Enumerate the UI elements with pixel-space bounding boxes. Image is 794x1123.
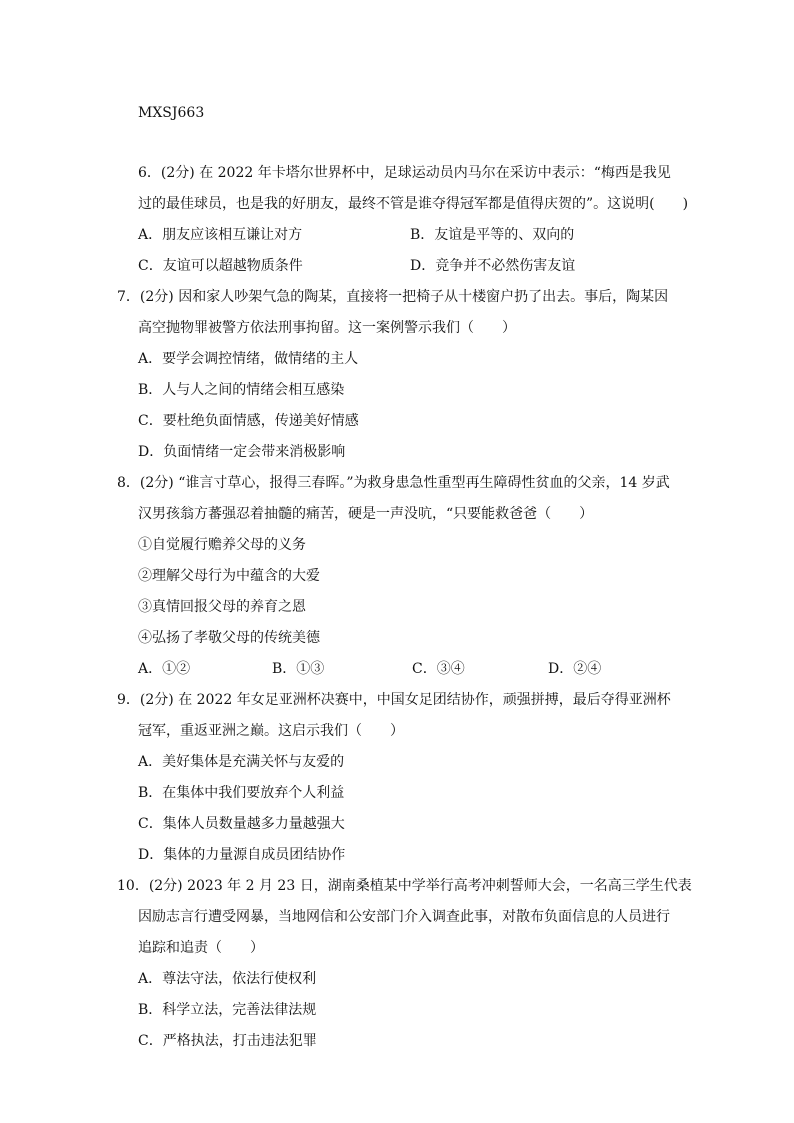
question-7-option-c: C．要杜绝负面情感，传递美好情感	[138, 413, 359, 429]
question-10-stem-line-3: 追踪和追责（ ）	[138, 940, 264, 956]
question-7-stem-line-2: 高空抛物罪被警方依法刑事拘留。这一案例警示我们（ ）	[138, 320, 516, 336]
question-6-option-c: C．友谊可以超越物质条件	[138, 258, 303, 274]
question-9-stem-line-2: 冠军，重返亚洲之巅。这启示我们（ ）	[138, 723, 404, 739]
question-7-option-a: A．要学会调控情绪，做情绪的主人	[138, 351, 359, 367]
question-10-option-b: B．科学立法，完善法律法规	[138, 1002, 317, 1018]
question-6-option-a: A．朋友应该相互谦让对方	[138, 227, 303, 243]
question-6-option-d: D．竞争并不必然伤害友谊	[410, 258, 576, 274]
question-10-stem-line-1: 10．(2分) 2023 年 2 月 23 日，湖南桑植某中学举行高考冲刺誓师大会，一名高三学生代表	[117, 878, 692, 894]
question-6-option-b: B．友谊是平等的、双向的	[410, 227, 575, 243]
question-10-option-c: C．严格执法，打击违法犯罪	[138, 1033, 317, 1049]
question-9-option-d: D．集体的力量源自成员团结协作	[138, 847, 346, 863]
doc-code: MXSJ663	[138, 105, 205, 121]
question-8-option-d: D．②④	[548, 661, 602, 677]
question-10-option-a: A．尊法守法，依法行使权利	[138, 971, 317, 987]
question-8-option-c: C．③④	[412, 661, 465, 677]
question-9-option-a: A．美好集体是充满关怀与友爱的	[138, 754, 345, 770]
question-8-statement-4: ④弘扬了孝敬父母的传统美德	[138, 630, 320, 646]
question-6-stem-line-2: 过的最佳球员，也是我的好朋友，最终不管是谁夺得冠军都是值得庆贺的”。这说明( )	[138, 196, 689, 212]
question-8-option-b: B．①③	[272, 661, 325, 677]
question-8-statement-3: ③真情回报父母的养育之恩	[138, 599, 306, 615]
question-9-option-b: B．在集体中我们要放弃个人利益	[138, 785, 345, 801]
question-7-option-b: B．人与人之间的情绪会相互感染	[138, 382, 345, 398]
question-9-option-c: C．集体人员数量越多力量越强大	[138, 816, 345, 832]
question-8-stem-line-2: 汉男孩翁方蕃强忍着抽髓的痛苦，硬是一声没吭，“只要能救爸爸（ ）	[138, 506, 594, 522]
question-8-option-a: A．①②	[138, 661, 191, 677]
question-8-statement-1: ①自觉履行赡养父母的义务	[138, 537, 306, 553]
question-8-stem-line-1: 8．(2分) “谁言寸草心，报得三春晖。”为救身患急性重型再生障碍性贫血的父亲，14 岁武	[117, 475, 670, 491]
question-8-statement-2: ②理解父母行为中蕴含的大爱	[138, 568, 320, 584]
question-9-stem-line-1: 9．(2分) 在 2022 年女足亚洲杯决赛中，中国女足团结协作，顽强拼搏，最后夺得亚洲杯	[117, 692, 671, 708]
question-7-stem-line-1: 7．(2分) 因和家人吵架气急的陶某，直接将一把椅子从十楼窗户扔了出去。事后，陶某因	[117, 289, 669, 305]
question-7-option-d: D．负面情绪一定会带来消极影响	[138, 444, 346, 460]
question-10-stem-line-2: 因励志言行遭受网暴，当地网信和公安部门介入调查此事，对散布负面信息的人员进行	[138, 909, 670, 925]
question-6-stem-line-1: 6．(2分) 在 2022 年卡塔尔世界杯中，足球运动员内马尔在采访中表示：“梅西是我见	[138, 165, 671, 181]
